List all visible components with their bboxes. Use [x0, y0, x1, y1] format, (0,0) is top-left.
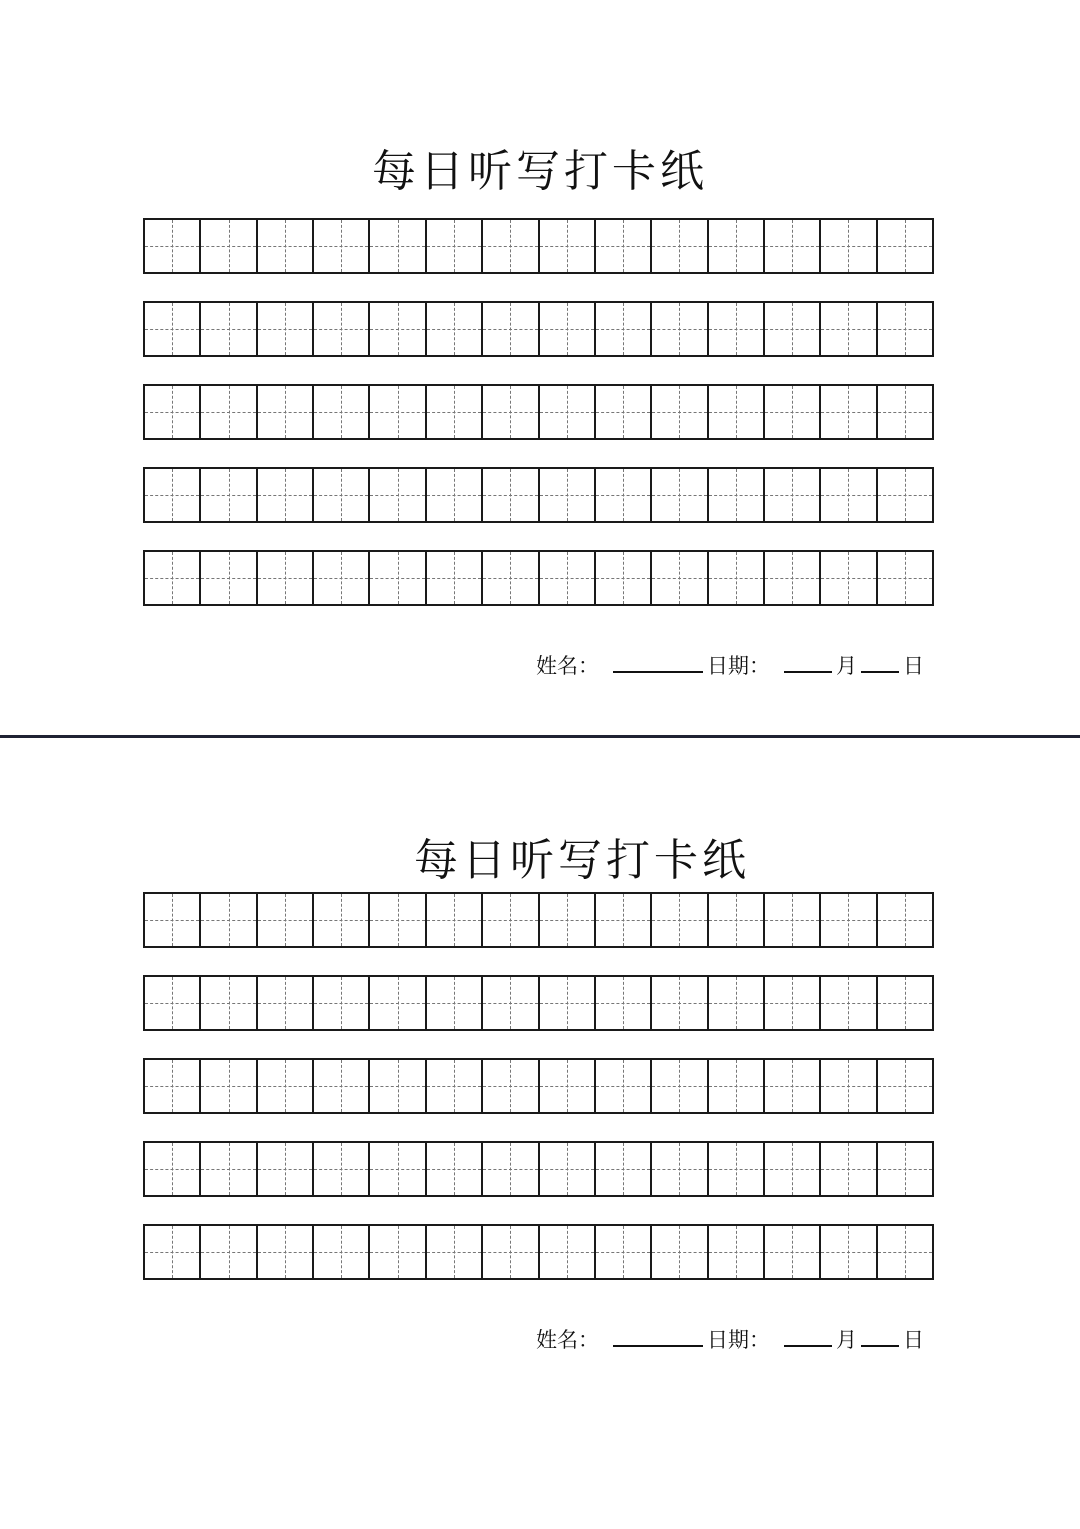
- writing-cell[interactable]: [314, 220, 370, 272]
- writing-cell[interactable]: [765, 552, 821, 604]
- writing-cell[interactable]: [652, 977, 708, 1029]
- writing-cell[interactable]: [201, 220, 257, 272]
- date-label: 日期：: [707, 654, 770, 678]
- name-label: 姓名：: [536, 654, 599, 678]
- month-label: 月: [836, 1328, 857, 1352]
- writing-cell[interactable]: [314, 303, 370, 355]
- writing-cell[interactable]: [652, 220, 708, 272]
- writing-cell[interactable]: [370, 894, 426, 946]
- writing-cell[interactable]: [483, 220, 539, 272]
- writing-cell[interactable]: [201, 894, 257, 946]
- writing-cell[interactable]: [258, 1060, 314, 1112]
- writing-cell[interactable]: [652, 303, 708, 355]
- writing-cell[interactable]: [427, 386, 483, 438]
- writing-row: [143, 1058, 934, 1114]
- writing-cell[interactable]: [201, 977, 257, 1029]
- writing-cell[interactable]: [258, 894, 314, 946]
- writing-cell[interactable]: [483, 1143, 539, 1195]
- writing-cell[interactable]: [709, 894, 765, 946]
- writing-cell[interactable]: [652, 894, 708, 946]
- writing-cell[interactable]: [709, 303, 765, 355]
- writing-cell[interactable]: [483, 1060, 539, 1112]
- writing-cell[interactable]: [821, 386, 877, 438]
- writing-cell[interactable]: [370, 220, 426, 272]
- writing-cell[interactable]: [258, 386, 314, 438]
- writing-cell[interactable]: [314, 1143, 370, 1195]
- writing-cell[interactable]: [540, 220, 596, 272]
- writing-cell[interactable]: [201, 1226, 257, 1278]
- writing-cell[interactable]: [483, 386, 539, 438]
- writing-cell[interactable]: [145, 894, 201, 946]
- writing-cell[interactable]: [709, 977, 765, 1029]
- writing-cell[interactable]: [878, 894, 932, 946]
- writing-cell[interactable]: [765, 1226, 821, 1278]
- writing-cell[interactable]: [596, 894, 652, 946]
- writing-cell[interactable]: [370, 552, 426, 604]
- writing-cell[interactable]: [258, 469, 314, 521]
- writing-row: [143, 1141, 934, 1197]
- cut-line-divider: [0, 735, 1080, 738]
- writing-cell[interactable]: [427, 894, 483, 946]
- writing-cell[interactable]: [483, 894, 539, 946]
- writing-cell[interactable]: [652, 1060, 708, 1112]
- writing-cell[interactable]: [596, 552, 652, 604]
- writing-cell[interactable]: [314, 1226, 370, 1278]
- writing-row: [143, 218, 934, 274]
- day-label: 日: [903, 1328, 924, 1352]
- writing-cell[interactable]: [765, 469, 821, 521]
- writing-cell[interactable]: [145, 1226, 201, 1278]
- writing-cell[interactable]: [709, 1060, 765, 1112]
- writing-cell[interactable]: [483, 469, 539, 521]
- writing-cell[interactable]: [540, 1226, 596, 1278]
- writing-cell[interactable]: [878, 386, 932, 438]
- writing-cell[interactable]: [370, 469, 426, 521]
- writing-cell[interactable]: [709, 1226, 765, 1278]
- writing-cell[interactable]: [314, 894, 370, 946]
- writing-cell[interactable]: [483, 1226, 539, 1278]
- month-label: 月: [836, 654, 857, 678]
- writing-cell[interactable]: [709, 386, 765, 438]
- writing-cell[interactable]: [596, 1060, 652, 1112]
- writing-cell[interactable]: [709, 469, 765, 521]
- name-label: 姓名：: [536, 1328, 599, 1352]
- writing-cell[interactable]: [596, 977, 652, 1029]
- day-field[interactable]: [861, 1327, 899, 1347]
- date-label: 日期：: [707, 1328, 770, 1352]
- writing-row: [143, 975, 934, 1031]
- sheet-title: 每日听写打卡纸: [372, 146, 708, 197]
- writing-cell[interactable]: [370, 1226, 426, 1278]
- writing-cell[interactable]: [878, 303, 932, 355]
- writing-cell[interactable]: [765, 220, 821, 272]
- writing-cell[interactable]: [596, 1226, 652, 1278]
- writing-row: [143, 467, 934, 523]
- writing-cell[interactable]: [878, 1143, 932, 1195]
- writing-cell[interactable]: [145, 386, 201, 438]
- writing-cell[interactable]: [201, 552, 257, 604]
- writing-cell[interactable]: [145, 977, 201, 1029]
- dictation-sheet-bottom: [0, 740, 1080, 1529]
- writing-cell[interactable]: [258, 303, 314, 355]
- writing-cell[interactable]: [709, 220, 765, 272]
- writing-row: [143, 301, 934, 357]
- month-field[interactable]: [784, 653, 832, 673]
- writing-cell[interactable]: [765, 1060, 821, 1112]
- writing-cell[interactable]: [821, 1060, 877, 1112]
- writing-cell[interactable]: [427, 977, 483, 1029]
- writing-cell[interactable]: [821, 977, 877, 1029]
- writing-cell[interactable]: [145, 220, 201, 272]
- writing-cell[interactable]: [821, 1226, 877, 1278]
- writing-cell[interactable]: [652, 469, 708, 521]
- name-field[interactable]: [613, 1327, 703, 1347]
- writing-cell[interactable]: [540, 469, 596, 521]
- writing-cell[interactable]: [540, 552, 596, 604]
- writing-row: [143, 550, 934, 606]
- name-field[interactable]: [613, 653, 703, 673]
- writing-cell[interactable]: [709, 1143, 765, 1195]
- writing-cell[interactable]: [821, 1143, 877, 1195]
- writing-cell[interactable]: [427, 1060, 483, 1112]
- writing-cell[interactable]: [540, 303, 596, 355]
- writing-cell[interactable]: [483, 977, 539, 1029]
- writing-cell[interactable]: [821, 894, 877, 946]
- writing-cell[interactable]: [596, 220, 652, 272]
- month-field[interactable]: [784, 1327, 832, 1347]
- writing-row: [143, 1224, 934, 1280]
- writing-cell[interactable]: [370, 386, 426, 438]
- writing-cell[interactable]: [314, 386, 370, 438]
- writing-cell[interactable]: [652, 1143, 708, 1195]
- writing-cell[interactable]: [652, 1226, 708, 1278]
- dictation-sheet-top: [0, 0, 1080, 736]
- day-label: 日: [903, 654, 924, 678]
- writing-cell[interactable]: [201, 1143, 257, 1195]
- writing-cell[interactable]: [258, 1226, 314, 1278]
- writing-cell[interactable]: [201, 469, 257, 521]
- writing-grid: [143, 218, 934, 633]
- writing-cell[interactable]: [821, 552, 877, 604]
- writing-grid: [143, 892, 934, 1307]
- writing-cell[interactable]: [821, 220, 877, 272]
- writing-cell[interactable]: [652, 552, 708, 604]
- writing-cell[interactable]: [145, 303, 201, 355]
- writing-cell[interactable]: [540, 1060, 596, 1112]
- writing-cell[interactable]: [314, 1060, 370, 1112]
- writing-cell[interactable]: [314, 552, 370, 604]
- writing-cell[interactable]: [370, 977, 426, 1029]
- day-field[interactable]: [861, 653, 899, 673]
- writing-cell[interactable]: [878, 1060, 932, 1112]
- writing-cell[interactable]: [201, 1060, 257, 1112]
- writing-cell[interactable]: [596, 386, 652, 438]
- sheet-footer: [536, 650, 924, 680]
- writing-cell[interactable]: [821, 303, 877, 355]
- writing-cell[interactable]: [878, 220, 932, 272]
- writing-row: [143, 384, 934, 440]
- writing-cell[interactable]: [370, 1060, 426, 1112]
- writing-cell[interactable]: [765, 303, 821, 355]
- writing-cell[interactable]: [314, 469, 370, 521]
- writing-cell[interactable]: [596, 469, 652, 521]
- writing-cell[interactable]: [145, 1060, 201, 1112]
- writing-cell[interactable]: [145, 552, 201, 604]
- writing-cell[interactable]: [596, 303, 652, 355]
- writing-cell[interactable]: [314, 977, 370, 1029]
- writing-cell[interactable]: [878, 469, 932, 521]
- writing-cell[interactable]: [483, 303, 539, 355]
- sheet-footer: [536, 1324, 924, 1354]
- writing-cell[interactable]: [258, 552, 314, 604]
- writing-cell[interactable]: [427, 1226, 483, 1278]
- writing-cell[interactable]: [540, 1143, 596, 1195]
- writing-cell[interactable]: [258, 220, 314, 272]
- writing-cell[interactable]: [821, 469, 877, 521]
- writing-cell[interactable]: [427, 303, 483, 355]
- writing-cell[interactable]: [427, 552, 483, 604]
- writing-row: [143, 892, 934, 948]
- writing-cell[interactable]: [765, 894, 821, 946]
- writing-cell[interactable]: [145, 469, 201, 521]
- writing-cell[interactable]: [427, 220, 483, 272]
- writing-cell[interactable]: [427, 469, 483, 521]
- writing-cell[interactable]: [878, 977, 932, 1029]
- writing-cell[interactable]: [765, 1143, 821, 1195]
- writing-cell[interactable]: [258, 977, 314, 1029]
- writing-cell[interactable]: [201, 303, 257, 355]
- writing-cell[interactable]: [201, 386, 257, 438]
- writing-cell[interactable]: [540, 386, 596, 438]
- writing-cell[interactable]: [765, 386, 821, 438]
- writing-cell[interactable]: [540, 977, 596, 1029]
- writing-cell[interactable]: [765, 977, 821, 1029]
- writing-cell[interactable]: [370, 303, 426, 355]
- writing-cell[interactable]: [878, 552, 932, 604]
- writing-cell[interactable]: [483, 552, 539, 604]
- writing-cell[interactable]: [709, 552, 765, 604]
- writing-cell[interactable]: [596, 1143, 652, 1195]
- writing-cell[interactable]: [258, 1143, 314, 1195]
- writing-cell[interactable]: [878, 1226, 932, 1278]
- writing-cell[interactable]: [427, 1143, 483, 1195]
- writing-cell[interactable]: [370, 1143, 426, 1195]
- writing-cell[interactable]: [652, 386, 708, 438]
- writing-cell[interactable]: [145, 1143, 201, 1195]
- writing-cell[interactable]: [540, 894, 596, 946]
- sheet-title: 每日听写打卡纸: [414, 835, 750, 886]
